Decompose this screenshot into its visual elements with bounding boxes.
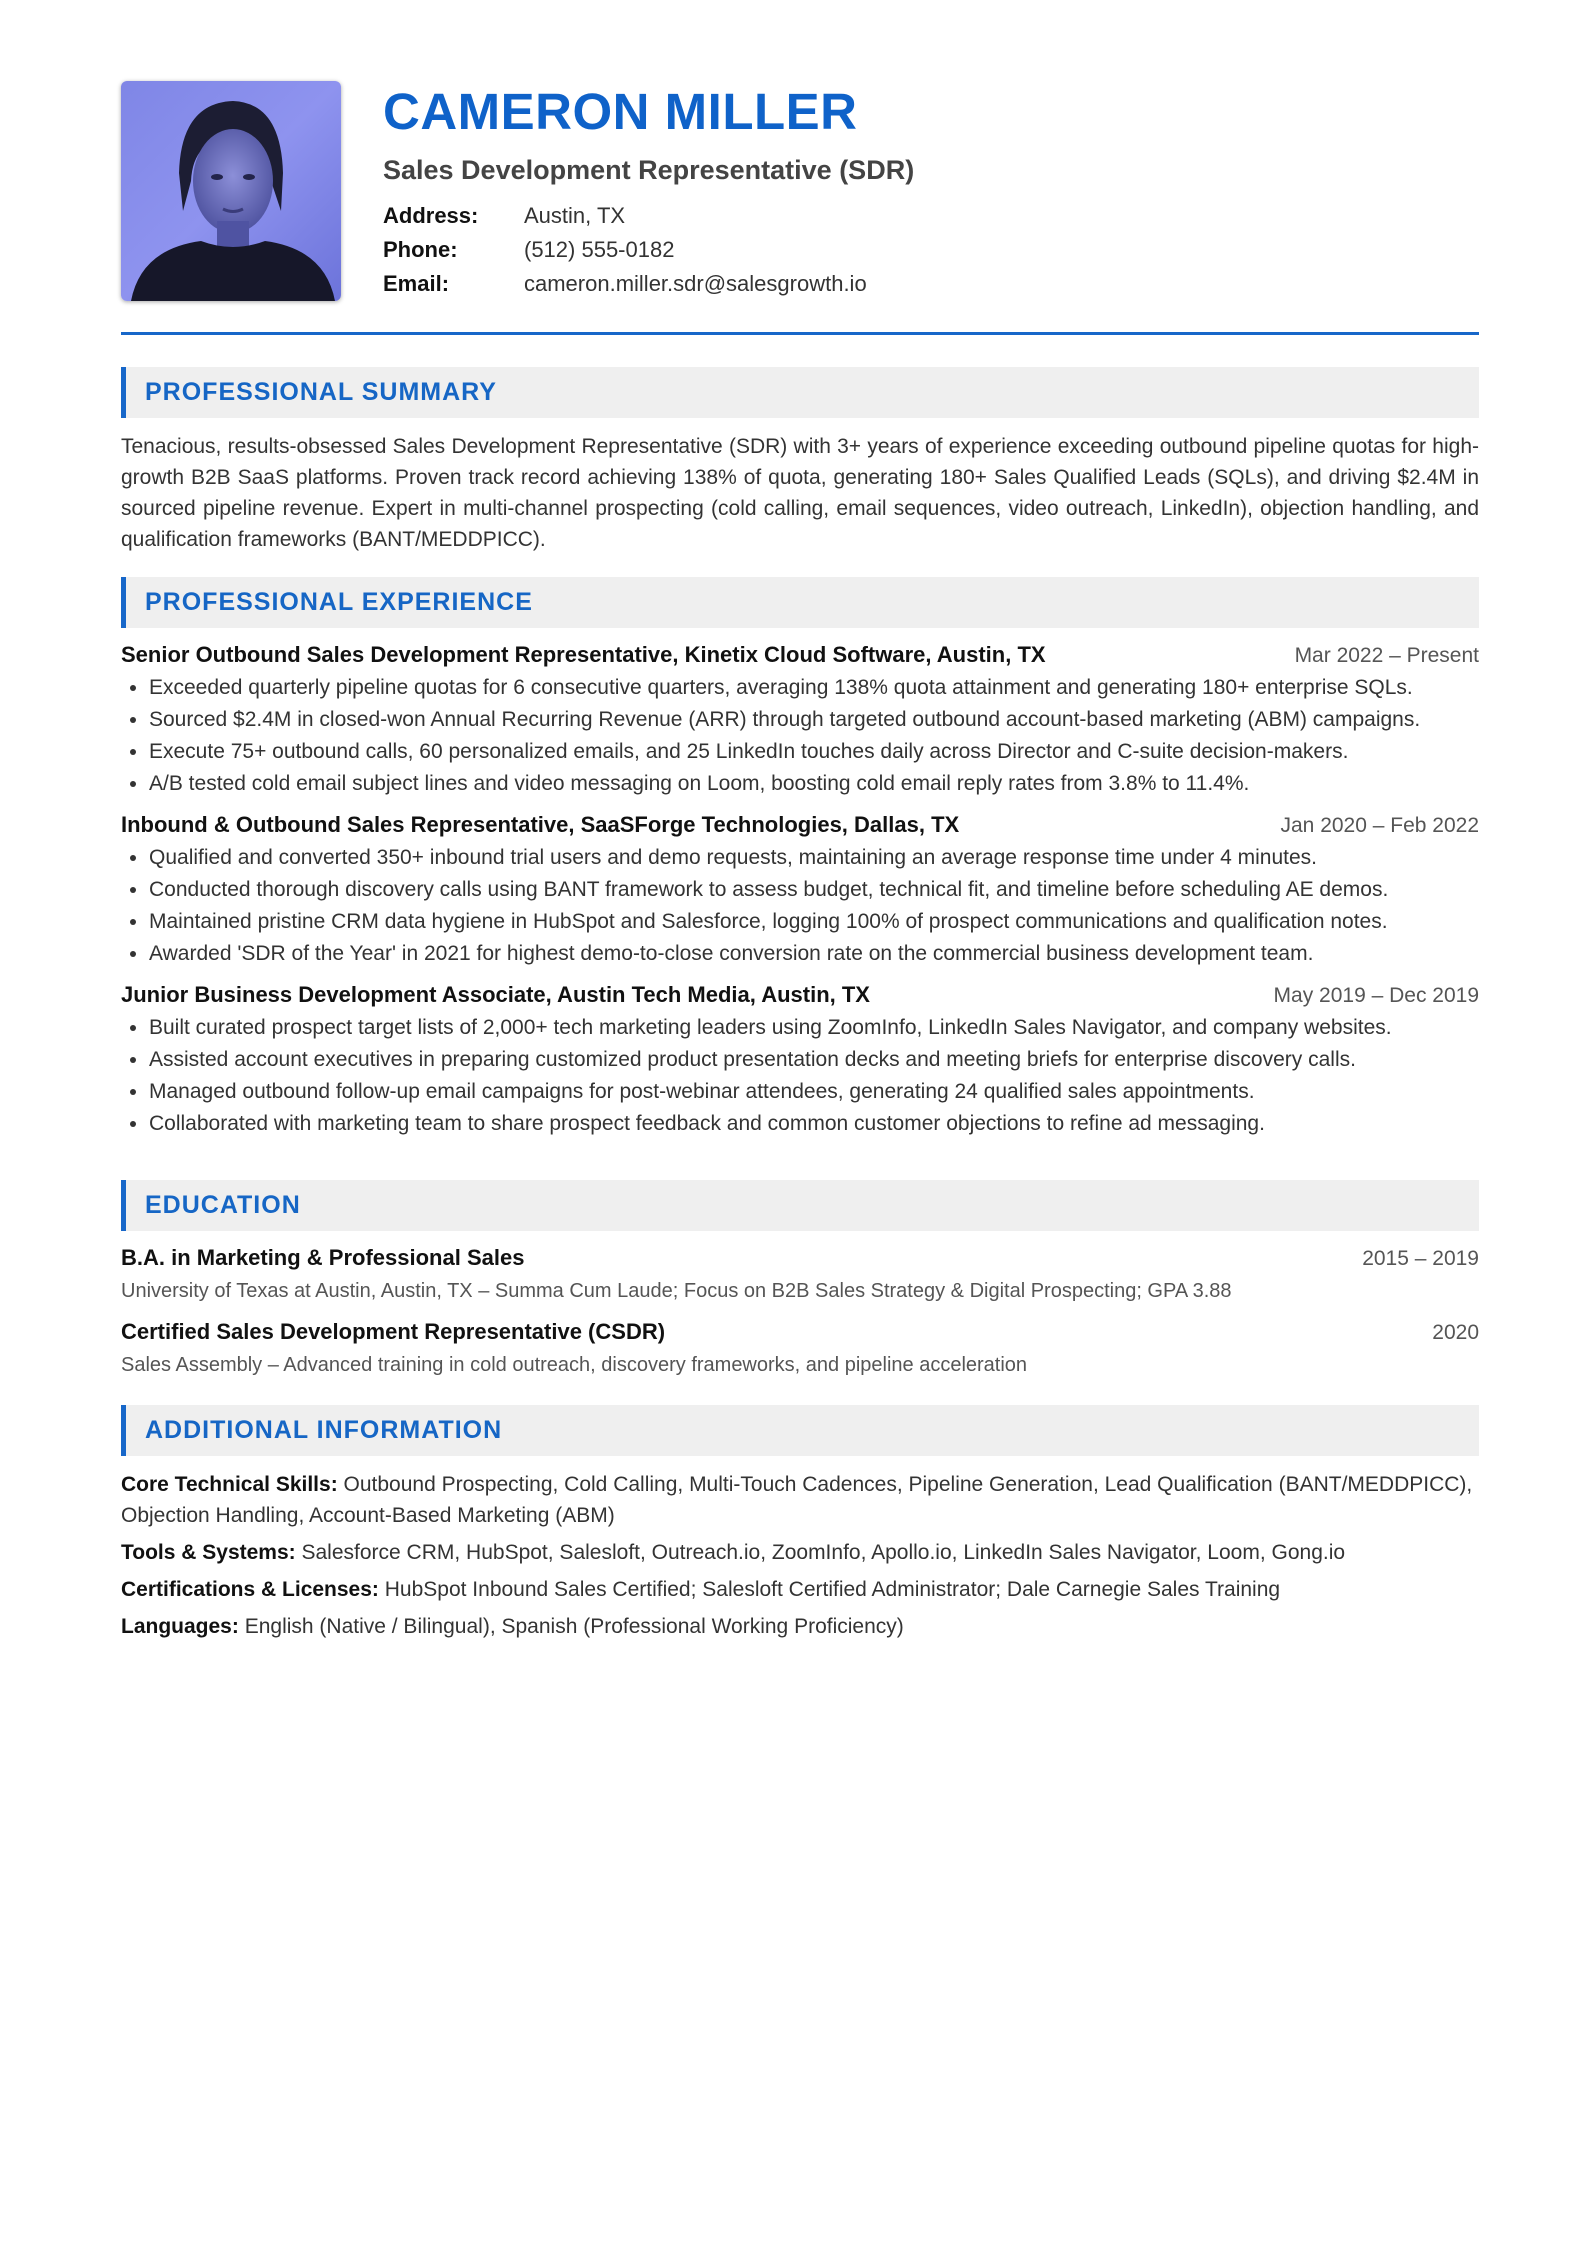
- job-bullets: [121, 842, 1479, 970]
- job-entry: [121, 982, 1479, 1140]
- candidate-title: Sales Development Representative (SDR): [383, 155, 915, 185]
- job-title: Senior Outbound Sales Development Representative, Kinetix Cloud Software, Austin, TX: [121, 642, 1046, 667]
- contact-label: Address:: [383, 203, 479, 228]
- bullet-item: • A/B tested cold email subject lines and video messaging on Loom, boosting cold email reply rates from 3.8% to 11.4%.: [149, 768, 1479, 800]
- info-label: Core Technical Skills:: [121, 1473, 338, 1496]
- section-title: ADDITIONAL INFORMATION: [145, 1416, 503, 1444]
- education-header: [121, 1319, 1479, 1345]
- job-dates: May 2019 – Dec 2019: [1273, 984, 1479, 1007]
- info-value: HubSpot Inbound Sales Certified; Salesloft Certified Administrator; Dale Carnegie Sales Training: [384, 1578, 1281, 1601]
- job-title: Inbound & Outbound Sales Representative, SaaSForge Technologies, Dallas, TX: [121, 812, 960, 837]
- job-dates: Mar 2022 – Present: [1294, 644, 1479, 667]
- bullet-item: • Assisted account executives in preparing customized product presentation decks and meeting briefs for enterprise discovery calls.: [149, 1044, 1479, 1076]
- contact-label: Email:: [383, 271, 450, 296]
- contact-value: (512) 555-0182: [524, 237, 675, 262]
- degree-title: Certified Sales Development Representative (CSDR): [121, 1319, 666, 1344]
- education-entry: [121, 1319, 1479, 1379]
- section-header-education: [121, 1180, 1479, 1231]
- contact-label: Phone:: [383, 237, 458, 262]
- header-text: [383, 81, 914, 301]
- job-header: [121, 642, 1479, 668]
- info-row-languages: [121, 1611, 1479, 1642]
- info-row-certifications: [121, 1574, 1479, 1605]
- education-dates: 2020: [1432, 1321, 1479, 1344]
- bullet-item: • Awarded 'SDR of the Year' in 2021 for highest demo-to-close conversion rate on the commercial business development team.: [149, 938, 1479, 970]
- contact-value: Austin, TX: [524, 203, 626, 228]
- degree-title: B.A. in Marketing & Professional Sales: [121, 1245, 525, 1270]
- info-label: Certifications & Licenses:: [121, 1578, 379, 1601]
- contact-email: [383, 267, 914, 301]
- profile-photo: [121, 81, 341, 301]
- contact-address: [383, 199, 914, 233]
- job-dates: Jan 2020 – Feb 2022: [1280, 814, 1479, 837]
- education-detail: Sales Assembly – Advanced training in cold outreach, discovery frameworks, and pipeline acceleration: [121, 1354, 1028, 1376]
- bullet-item: • Managed outbound follow-up email campaigns for post-webinar attendees, generating 24 qualified sales appointments.: [149, 1076, 1479, 1108]
- bullet-item: • Exceeded quarterly pipeline quotas for 6 consecutive quarters, averaging 138% quota attainment and generating 180+ enterprise SQLs.: [149, 672, 1479, 704]
- section-header-summary: [121, 367, 1479, 418]
- resume-content: [121, 81, 1479, 1642]
- bullet-item: • Sourced $2.4M in closed-won Annual Recurring Revenue (ARR) through targeted outbound account-based marketing (ABM) campaigns.: [149, 704, 1479, 736]
- job-bullets: [121, 1012, 1479, 1140]
- info-value: Outbound Prospecting, Cold Calling, Multi-Touch Cadences, Pipeline Generation, Lead Qualification (BANT/MEDDPICC), Objection Handling, Account-Based Marketing (ABM): [121, 1473, 1473, 1527]
- bullet-item: • Built curated prospect target lists of 2,000+ tech marketing leaders using ZoomInfo, LinkedIn Sales Navigator, and company websites.: [149, 1012, 1479, 1044]
- contact-list: [383, 199, 914, 301]
- job-entry: [121, 812, 1479, 970]
- education-dates: 2015 – 2019: [1362, 1247, 1479, 1270]
- additional-info: [121, 1469, 1479, 1642]
- bullet-item: • Execute 75+ outbound calls, 60 personalized emails, and 25 LinkedIn touches daily across Director and C-suite decision-makers.: [149, 736, 1479, 768]
- bullet-item: • Collaborated with marketing team to share prospect feedback and common customer objections to refine ad messaging.: [149, 1108, 1479, 1140]
- section-header-additional: [121, 1405, 1479, 1456]
- job-header: [121, 982, 1479, 1008]
- contact-value: cameron.miller.sdr@salesgrowth.io: [524, 271, 867, 296]
- info-row-tools: [121, 1537, 1479, 1568]
- header-divider: [121, 332, 1479, 335]
- info-value: English (Native / Bilingual), Spanish (Professional Working Proficiency): [244, 1615, 904, 1638]
- job-header: [121, 812, 1479, 838]
- education-entry: [121, 1245, 1479, 1305]
- job-bullets: [121, 672, 1479, 800]
- bullet-item: • Qualified and converted 350+ inbound trial users and demo requests, maintaining an average response time under 4 minutes.: [149, 842, 1479, 874]
- summary-text: Tenacious, results-obsessed Sales Development Representative (SDR) with 3+ years of experience exceeding outbound pipeline quotas for high-growth B2B SaaS platforms. Proven track record achieving 138% of quota, generating 180+ Sales Qualified Leads (SQLs), and driving $2.4M in sourced pipeline revenue. Expert in multi-channel prospecting (cold calling, email sequences, video outreach, LinkedIn), objection handling, and qualification frameworks (BANT/MEDDPICC).: [121, 435, 1479, 551]
- job-title: Junior Business Development Associate, Austin Tech Media, Austin, TX: [121, 982, 870, 1007]
- contact-phone: [383, 233, 914, 267]
- section-title: PROFESSIONAL SUMMARY: [145, 378, 497, 406]
- profile-photo-image: [121, 81, 341, 301]
- education-detail: University of Texas at Austin, Austin, TX – Summa Cum Laude; Focus on B2B Sales Strategy & Digital Prospecting; GPA 3.88: [121, 1280, 1232, 1302]
- bullet-item: • Maintained pristine CRM data hygiene in HubSpot and Salesforce, logging 100% of prospect communications and qualification notes.: [149, 906, 1479, 938]
- job-entry: [121, 642, 1479, 800]
- info-value: Salesforce CRM, HubSpot, Salesloft, Outreach.io, ZoomInfo, Apollo.io, LinkedIn Sales Navigator, Loom, Gong.io: [301, 1541, 1346, 1564]
- section-header-experience: [121, 577, 1479, 628]
- education-header: [121, 1245, 1479, 1271]
- info-label: Tools & Systems:: [121, 1541, 296, 1564]
- resume-header: [121, 81, 1479, 302]
- section-title: EDUCATION: [145, 1191, 301, 1219]
- bullet-item: • Conducted thorough discovery calls using BANT framework to assess budget, technical fit, and timeline before scheduling AE demos.: [149, 874, 1479, 906]
- info-label: Languages:: [121, 1615, 239, 1638]
- candidate-name: CAMERON MILLER: [383, 83, 858, 140]
- section-title: PROFESSIONAL EXPERIENCE: [145, 588, 533, 616]
- info-row-skills: [121, 1469, 1479, 1531]
